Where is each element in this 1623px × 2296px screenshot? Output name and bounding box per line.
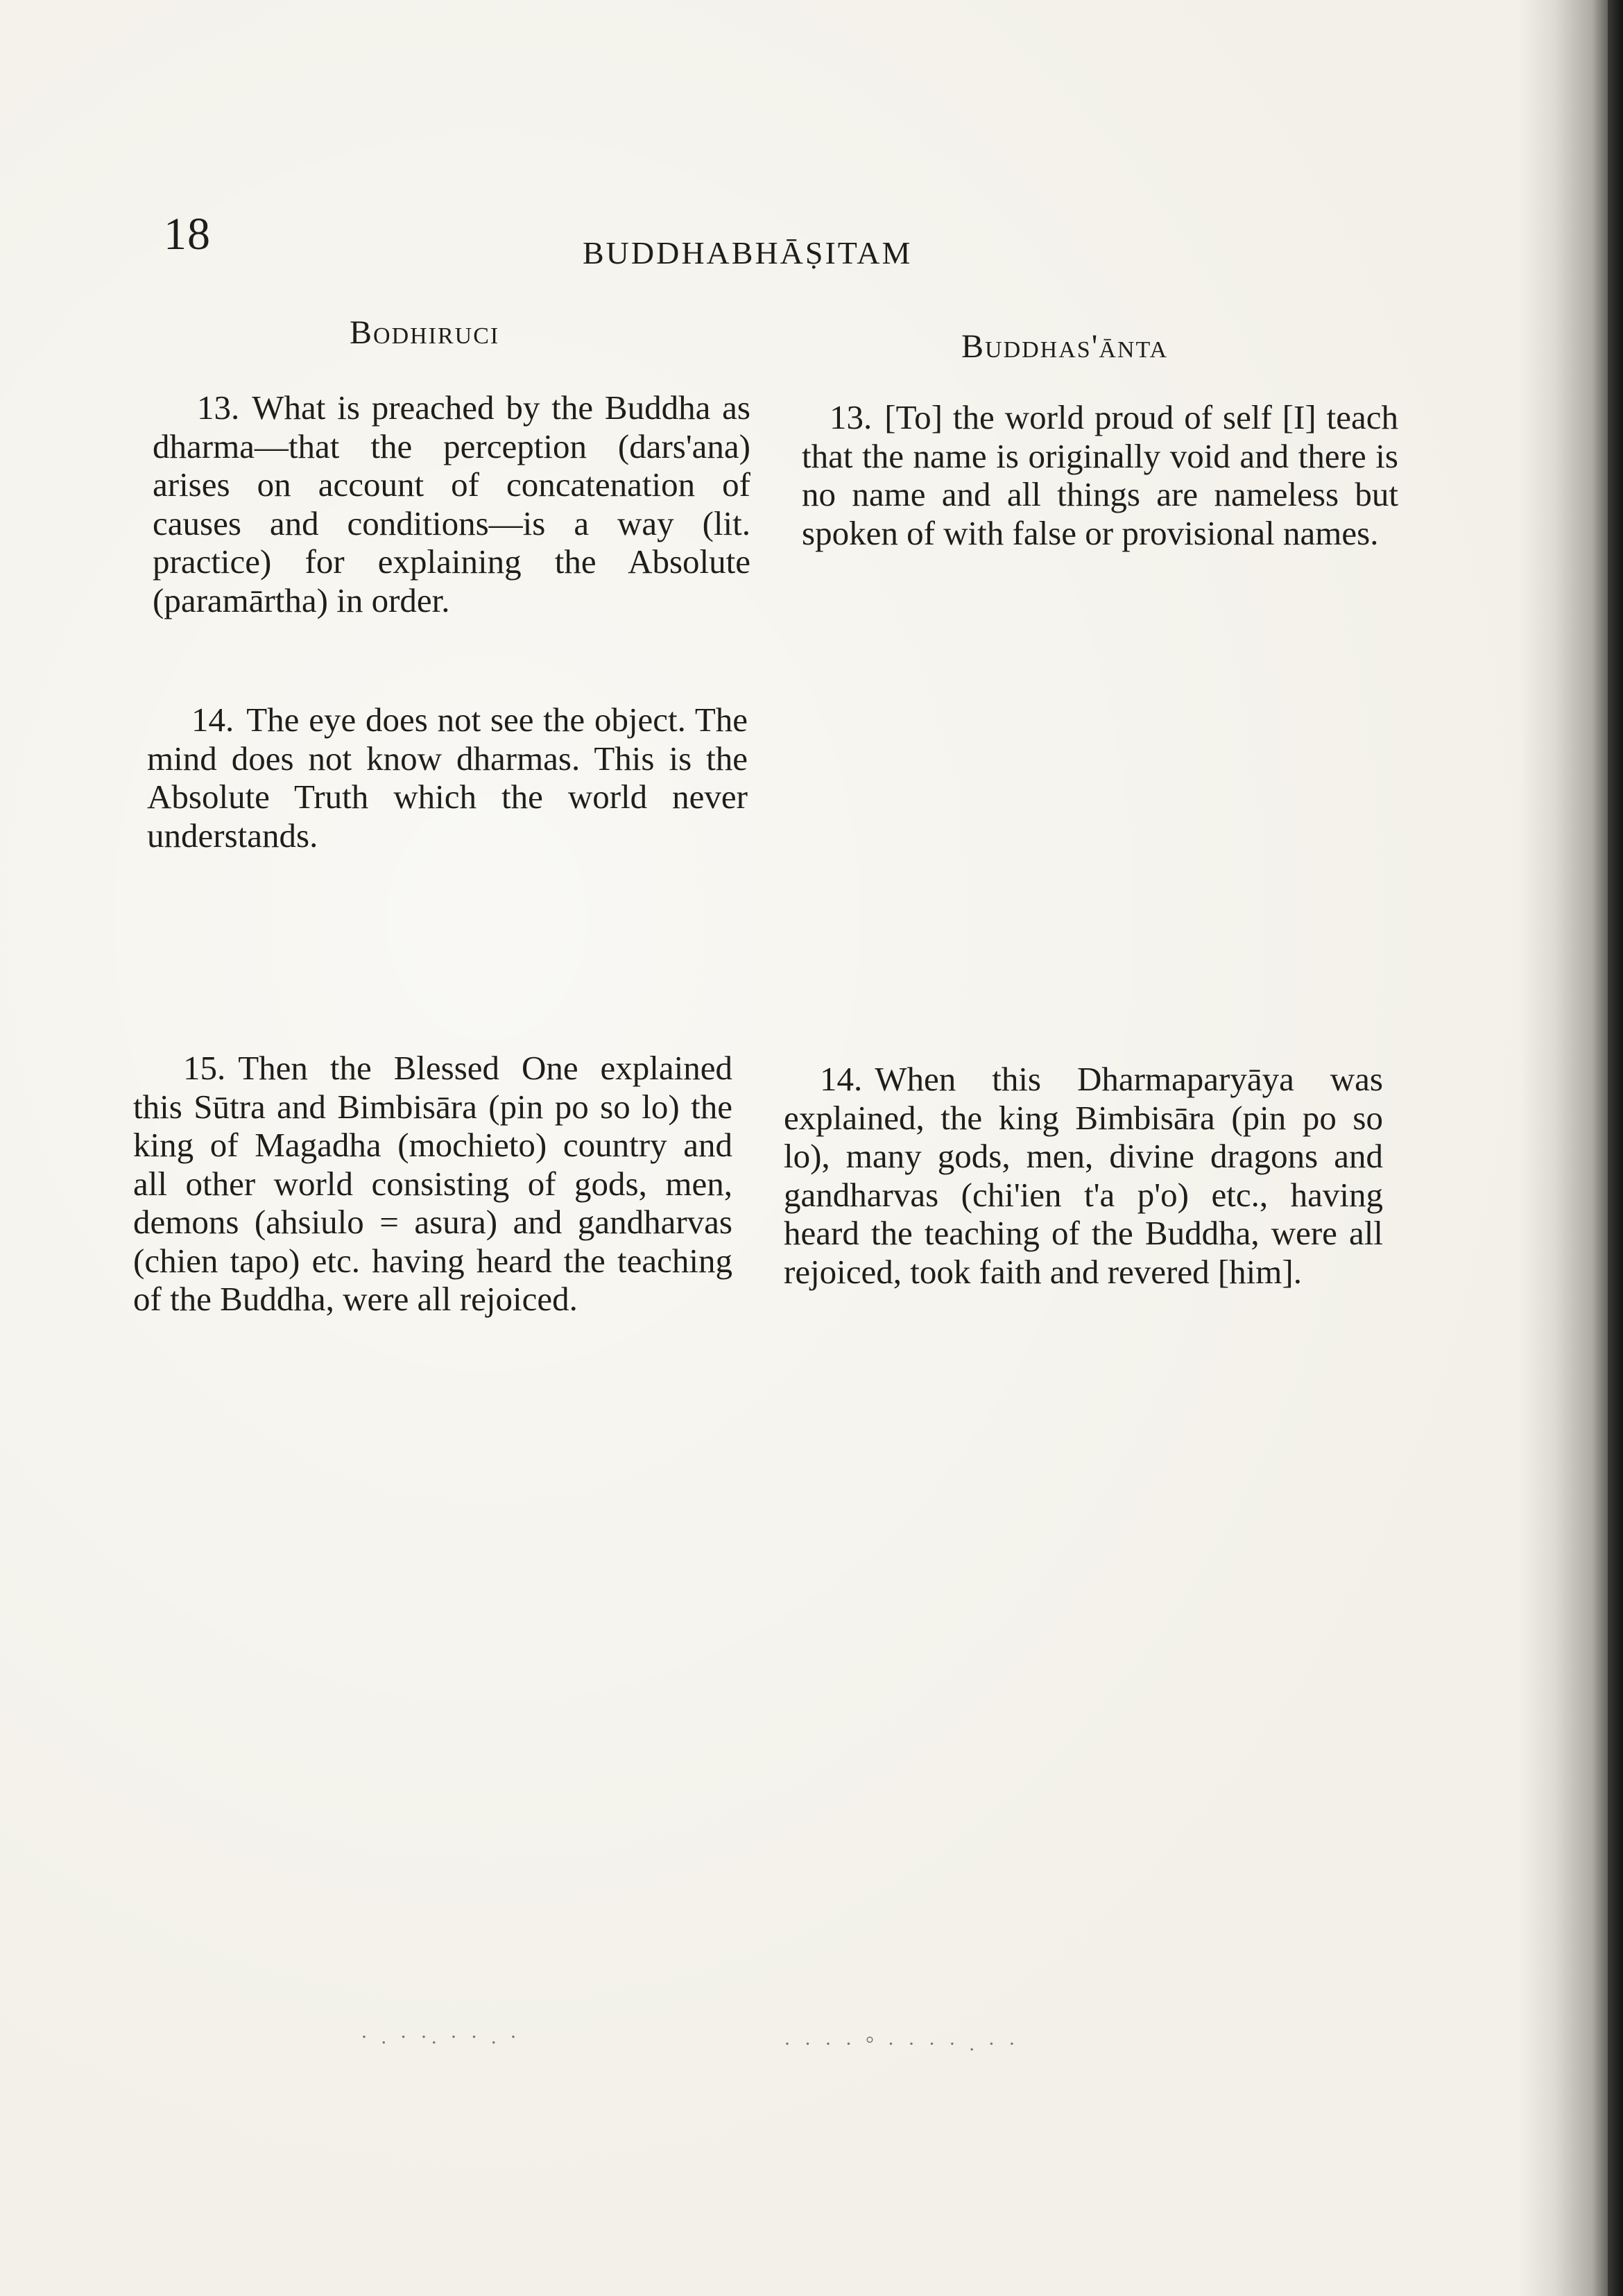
left-paragraph-15: [133, 1049, 732, 1319]
right-column-heading: Buddhas'ānta: [961, 328, 1169, 365]
paragraph-text: When this Dharmaparyāya was explained, the king Bimbisāra (pin po so lo), many gods, men, divine dragons and gandharvas (chi'ien t'a p'o) etc., having heard the teaching of the Buddha, were all rejoiced, took faith and revered [him].: [784, 1060, 1383, 1291]
paragraph-text: [To] the world proud of self [I] teach that the name is originally void and there is no name and all things are nameless but spoken of with false or provisional names.: [802, 398, 1398, 552]
left-paragraph-14: [147, 701, 748, 855]
page-number: 18: [164, 209, 211, 259]
paragraph-number: 13.: [197, 388, 240, 427]
paragraph-number: 13.: [830, 398, 873, 436]
paragraph-number: 14.: [820, 1060, 863, 1098]
paragraph-number: 15.: [183, 1049, 226, 1087]
paragraph-number: 14.: [191, 701, 234, 739]
print-speckle: · . · ·. · · . ·: [361, 2025, 521, 2048]
right-paragraph-13: [802, 398, 1398, 552]
paragraph-text: What is preached by the Buddha as dharma—that the perception (dars'ana) arises on account of concatenation of causes and conditions—is a way (lit. practice) for explaining the Absolute (paramārtha) in order.: [153, 388, 750, 619]
right-paragraph-14: [784, 1060, 1383, 1291]
paragraph-text: The eye does not see the object. The mind does not know dharmas. This is the Absolute Truth which the world never understands.: [147, 701, 748, 855]
left-column-heading: Bodhiruci: [350, 314, 500, 351]
print-speckle: · · · · ° · · · · . · ·: [784, 2032, 1020, 2055]
running-title: BUDDHABHĀṢITAM: [583, 235, 913, 271]
paragraph-text: Then the Blessed One explained this Sūtra and Bimbisāra (pin po so lo) the king of Magadha (mochieto) country and all other world consisting of gods, men, demons (ahsiulo = asura) and gandharvas (chien tapo) etc. having heard the teaching of the Buddha, were all rejoiced.: [133, 1049, 732, 1318]
spine-edge: [1608, 0, 1623, 2296]
left-paragraph-13: [153, 388, 750, 619]
